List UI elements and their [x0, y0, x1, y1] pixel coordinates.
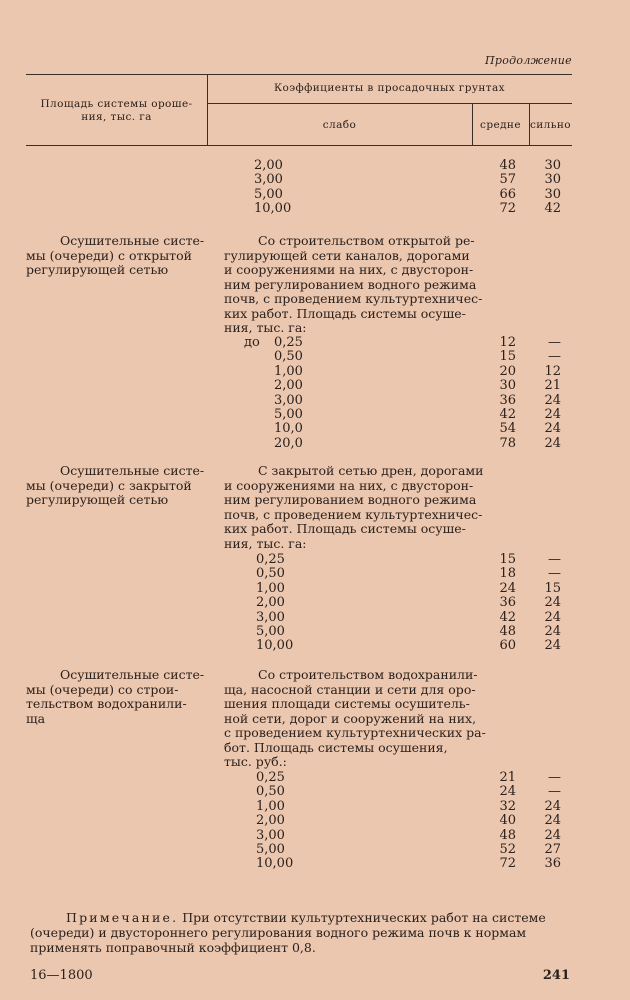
desc-line: ния, тыс. га:	[224, 320, 307, 335]
sredne-value: 78	[499, 435, 516, 451]
silno-value: —	[548, 566, 561, 582]
note-text: При отсутствии культуртехнических работ на системе	[178, 910, 546, 925]
silno-value: 24	[544, 827, 561, 843]
section-0-areas	[254, 159, 291, 217]
sredne-value: 32	[499, 798, 516, 814]
silno-value: 24	[544, 595, 561, 611]
desc-line: бот. Площадь системы осушения,	[224, 739, 448, 755]
silno-value: 24	[544, 421, 561, 437]
area-value: 3,00	[256, 609, 285, 625]
section-3-label	[26, 668, 210, 726]
footnote	[30, 910, 575, 955]
header-sredne: средне	[480, 119, 521, 131]
area-value: 5,00	[274, 406, 303, 422]
desc-line: тыс. руб.:	[224, 754, 287, 769]
silno-value: —	[548, 349, 561, 365]
sredne-value: 60	[499, 638, 516, 654]
silno-value: 24	[544, 406, 561, 422]
silno-value: 42	[544, 201, 561, 217]
area-value: 1,00	[256, 798, 285, 814]
area-value: 5,00	[256, 841, 285, 857]
area-value: 10,00	[256, 638, 294, 654]
area-value: 5,00	[254, 186, 283, 202]
desc-line: ним регулированием водного режима	[224, 276, 477, 292]
sredne-value: 57	[499, 172, 516, 188]
sredne-value: 15	[499, 349, 516, 365]
silno-value: 30	[544, 186, 561, 202]
header-mid-rule	[207, 103, 572, 104]
desc-line: ща, насосной станции и сети для оро-	[224, 681, 476, 697]
sredne-value: 30	[499, 378, 516, 394]
desc-line: шения площади системы осушитель-	[224, 696, 470, 711]
area-value: 20,0	[274, 435, 303, 451]
area-value: 10,0	[274, 421, 303, 437]
silno-value: —	[548, 784, 561, 800]
section-3-silno	[536, 771, 561, 872]
header-bottom-rule	[26, 145, 572, 146]
sredne-value: 66	[499, 186, 516, 202]
desc-line: ких работ. Площадь системы осуше-	[224, 521, 466, 536]
label-line: тельством водохранили-	[26, 696, 187, 711]
silno-value: 24	[544, 435, 561, 451]
section-2-silno	[536, 553, 561, 654]
label-line: ща	[26, 710, 46, 726]
section-1-prefix: до	[244, 335, 260, 350]
section-2-description	[224, 464, 486, 551]
sredne-value: 40	[499, 813, 516, 829]
note-line-2: (очереди) и двустороннего регулирования водного режима почв к нормам	[30, 925, 527, 940]
area-value: 0,25	[256, 552, 285, 567]
label-line: Осушительные систе-	[60, 233, 205, 248]
silno-value: 24	[544, 638, 561, 654]
header-slabo: слабо	[322, 119, 357, 131]
desc-line: почв, с проведением культуртехничес-	[224, 291, 483, 306]
desc-line: гулирующей сети каналов, дорогами	[224, 247, 470, 263]
desc-line: с проведением культуртехнических ра-	[224, 725, 486, 740]
desc-line: и сооружениями на них, с двусторон-	[224, 262, 474, 277]
silno-value: 27	[544, 841, 561, 857]
header-area-line-1: Площадь системы ороше-	[40, 98, 193, 110]
section-0-sredne	[490, 159, 516, 217]
printer-signature: 16—1800	[30, 968, 93, 983]
area-value: 2,00	[256, 813, 285, 829]
section-1-description	[224, 234, 486, 336]
area-value: 2,00	[256, 595, 285, 611]
silno-value: 36	[544, 856, 561, 872]
section-1-label	[26, 234, 210, 278]
silno-value: 24	[544, 392, 561, 408]
sredne-value: 72	[499, 856, 516, 872]
desc-line: ния, тыс. га:	[224, 535, 307, 551]
header-area-column	[26, 98, 207, 124]
sredne-value: 21	[499, 770, 516, 785]
area-value: 2,00	[274, 378, 303, 394]
section-1-areas	[274, 336, 303, 451]
header-area-line-2: ния, тыс. га	[81, 111, 152, 123]
area-value: 3,00	[256, 827, 285, 843]
area-value: 1,00	[256, 580, 285, 596]
header-coefficients-group: Коэффициенты в просадочных грунтах	[274, 82, 505, 94]
sredne-value: 36	[499, 392, 516, 408]
sredne-value: 36	[499, 595, 516, 611]
sredne-value: 48	[499, 623, 516, 639]
label-line: мы (очереди) с открытой	[26, 247, 192, 263]
area-value: 3,00	[254, 172, 283, 188]
note-line-1	[30, 910, 575, 925]
area-value: 2,00	[254, 158, 283, 173]
section-3-description	[224, 668, 486, 770]
section-3-sredne	[490, 771, 516, 872]
area-value: 5,00	[256, 623, 285, 639]
desc-line: Со строительством водохранили-	[258, 667, 478, 682]
sredne-value: 18	[499, 566, 516, 582]
desc-line: С закрытой сетью дрен, дорогами	[258, 463, 484, 478]
area-value: 0,25	[274, 335, 303, 350]
sredne-value: 12	[499, 335, 516, 350]
silno-value: 24	[544, 813, 561, 829]
area-value: 0,50	[274, 349, 303, 365]
note-head: Примечание.	[66, 910, 179, 925]
silno-value: 21	[544, 378, 561, 394]
section-0-silno	[536, 159, 561, 217]
header-top-rule	[26, 74, 572, 75]
label-line: регулирующей сетью	[26, 492, 169, 507]
desc-line: ких работ. Площадь системы осуше-	[224, 305, 466, 321]
desc-line: и сооружениями на них, с двусторон-	[224, 477, 474, 493]
header-silno: сильно	[530, 119, 571, 131]
section-2-areas	[256, 553, 293, 654]
area-value: 0,25	[256, 770, 285, 785]
area-value: 10,00	[256, 856, 294, 872]
desc-line: ной сети, дорог и сооружений на них,	[224, 710, 477, 726]
sredne-value: 48	[499, 827, 516, 843]
silno-value: 30	[544, 172, 561, 188]
silno-value: 15	[544, 580, 561, 596]
sredne-value: 48	[499, 158, 516, 173]
silno-value: —	[548, 335, 561, 350]
sredne-value: 20	[499, 363, 516, 379]
desc-line: Со строительством открытой ре-	[258, 233, 475, 248]
section-1-silno	[536, 336, 561, 451]
desc-line: почв, с проведением культуртехничес-	[224, 506, 483, 522]
area-value: 0,50	[256, 566, 285, 582]
sredne-value: 54	[499, 421, 516, 437]
silno-value: 24	[544, 609, 561, 625]
silno-value: —	[548, 770, 561, 785]
sredne-value: 24	[499, 580, 516, 596]
label-line: Осушительные систе-	[60, 667, 205, 682]
silno-value: 24	[544, 623, 561, 639]
area-value: 10,00	[254, 201, 292, 217]
sredne-value: 42	[499, 406, 516, 422]
label-line: мы (очереди) с закрытой	[26, 477, 192, 493]
silno-value: —	[548, 552, 561, 567]
note-line-3: применять поправочный коэффициент 0,8.	[30, 940, 316, 955]
area-value: 0,50	[256, 784, 285, 800]
desc-line: ним регулированием водного режима	[224, 492, 477, 507]
area-value: 3,00	[274, 392, 303, 408]
section-3-areas	[256, 771, 293, 872]
continuation-label: Продолжение	[484, 54, 572, 67]
section-2-label	[26, 464, 210, 508]
label-line: мы (очереди) со строи-	[26, 681, 179, 697]
sredne-value: 52	[499, 841, 516, 857]
silno-value: 24	[544, 798, 561, 814]
page-number: 241	[542, 968, 570, 983]
sredne-value: 72	[499, 201, 516, 217]
section-1-sredne	[490, 336, 516, 451]
sredne-value: 15	[499, 552, 516, 567]
label-line: Осушительные систе-	[60, 463, 205, 478]
section-2-sredne	[490, 553, 516, 654]
sredne-value: 42	[499, 609, 516, 625]
label-line: регулирующей сетью	[26, 262, 169, 277]
silno-value: 12	[544, 363, 561, 379]
sredne-value: 24	[499, 784, 516, 800]
area-value: 1,00	[274, 363, 303, 379]
silno-value: 30	[544, 158, 561, 173]
